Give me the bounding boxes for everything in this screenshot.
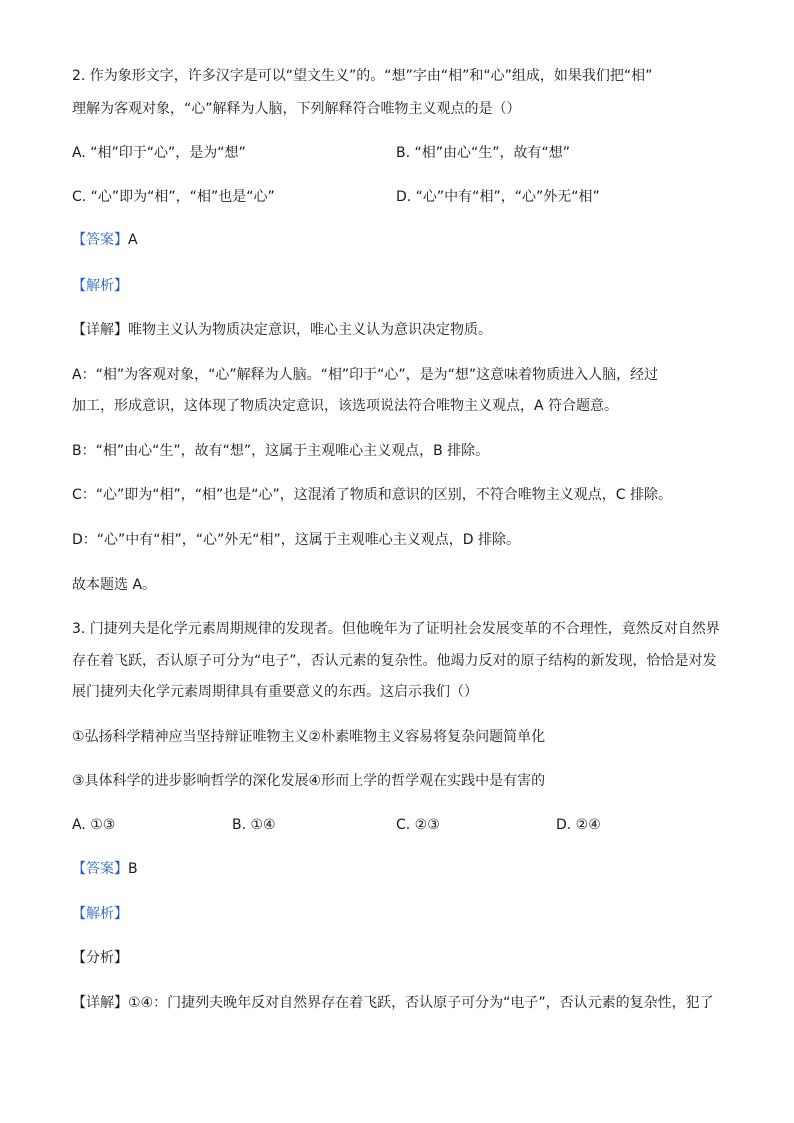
q2-detail-text: 唯物主义认为物质决定意识，唯心主义认为意识决定物质。 bbox=[128, 322, 492, 338]
q3-stem-line-1: 3. 门捷列夫是化学元素周期规律的发现者。但他晚年为了证明社会发展变革的不合理性，竟然反对自然界 bbox=[72, 621, 720, 637]
q2-explain-a-line-1: A：“相”为客观对象，“心”解释为人脑。“相”印于“心”，是为“想”这意味着物质进入人脑，经过 bbox=[72, 367, 659, 383]
q2-explain-c: C：“心”即为“相”，“相”也是“心”，这混淆了物质和意识的区别，不符合唯物主义观点，C 排除。 bbox=[72, 487, 673, 503]
q3-detail-tag: 【详解】 bbox=[72, 995, 128, 1011]
q2-option-d: D. “心”中有“相”，“心”外无“相” bbox=[396, 189, 600, 205]
q3-statements-line-1: ①弘扬科学精神应当坚持辩证唯物主义②朴素唯物主义容易将复杂问题简单化 bbox=[72, 729, 546, 745]
q3-analysis-tag: 【解析】 bbox=[72, 906, 128, 922]
q3-answer bbox=[72, 859, 138, 879]
q2-detail-tag: 【详解】 bbox=[72, 322, 128, 338]
q3-answer-tag: 【答案】 bbox=[72, 861, 128, 877]
q2-explain-a-line-2: 加工，形成意识，这体现了物质决定意识，该选项说法符合唯物主义观点，A 符合题意。 bbox=[72, 398, 619, 414]
q2-stem-line-1: 2. 作为象形文字，许多汉字是可以“望文生义”的。“想”字由“相”和“心”组成，如果我们把“相” bbox=[72, 68, 653, 84]
q3-stem-line-2: 存在着飞跃，否认原子可分为“电子”，否认元素的复杂性。他竭力反对的原子结构的新发现，恰恰是对发 bbox=[72, 653, 717, 669]
q2-option-b: B. “相”由心“生”，故有“想” bbox=[396, 145, 571, 161]
q3-option-b: B. ①④ bbox=[232, 817, 276, 833]
q3-detail bbox=[72, 993, 714, 1013]
q2-answer-tag: 【答案】 bbox=[72, 232, 128, 248]
q2-detail bbox=[72, 320, 492, 340]
q2-option-a: A. “相”印于“心”，是为“想” bbox=[72, 145, 246, 161]
q2-answer-value: A bbox=[128, 232, 138, 248]
q2-explain-b: B：“相”由心“生”，故有“想”，这属于主观唯心主义观点，B 排除。 bbox=[72, 443, 490, 459]
q2-analysis-tag: 【解析】 bbox=[72, 278, 128, 294]
q3-option-d: D. ②④ bbox=[556, 817, 601, 833]
q3-fenxi-tag: 【分析】 bbox=[72, 950, 128, 966]
q2-stem-line-2: 理解为客观对象，“心”解释为人脑，下列解释符合唯物主义观点的是（） bbox=[72, 101, 521, 117]
q2-conclusion: 故本题选 A。 bbox=[72, 577, 157, 593]
q3-option-a: A. ①③ bbox=[72, 817, 116, 833]
q3-detail-text: ①④：门捷列夫晚年反对自然界存在着飞跃，否认原子可分为“电子”，否认元素的复杂性，犯了 bbox=[128, 995, 714, 1011]
q2-answer bbox=[72, 230, 138, 250]
q2-option-c: C. “心”即为“相”，“相”也是“心” bbox=[72, 189, 275, 205]
q2-explain-d: D：“心”中有“相”，“心”外无“相”，这属于主观唯心主义观点，D 排除。 bbox=[72, 532, 521, 548]
q3-stem-line-3: 展门捷列夫化学元素周期律具有重要意义的东西。这启示我们（） bbox=[72, 684, 478, 700]
q3-option-c: C. ②③ bbox=[396, 817, 440, 833]
q3-statements-line-2: ③具体科学的进步影响哲学的深化发展④形而上学的哲学观在实践中是有害的 bbox=[72, 773, 546, 789]
q3-answer-value: B bbox=[128, 861, 138, 877]
